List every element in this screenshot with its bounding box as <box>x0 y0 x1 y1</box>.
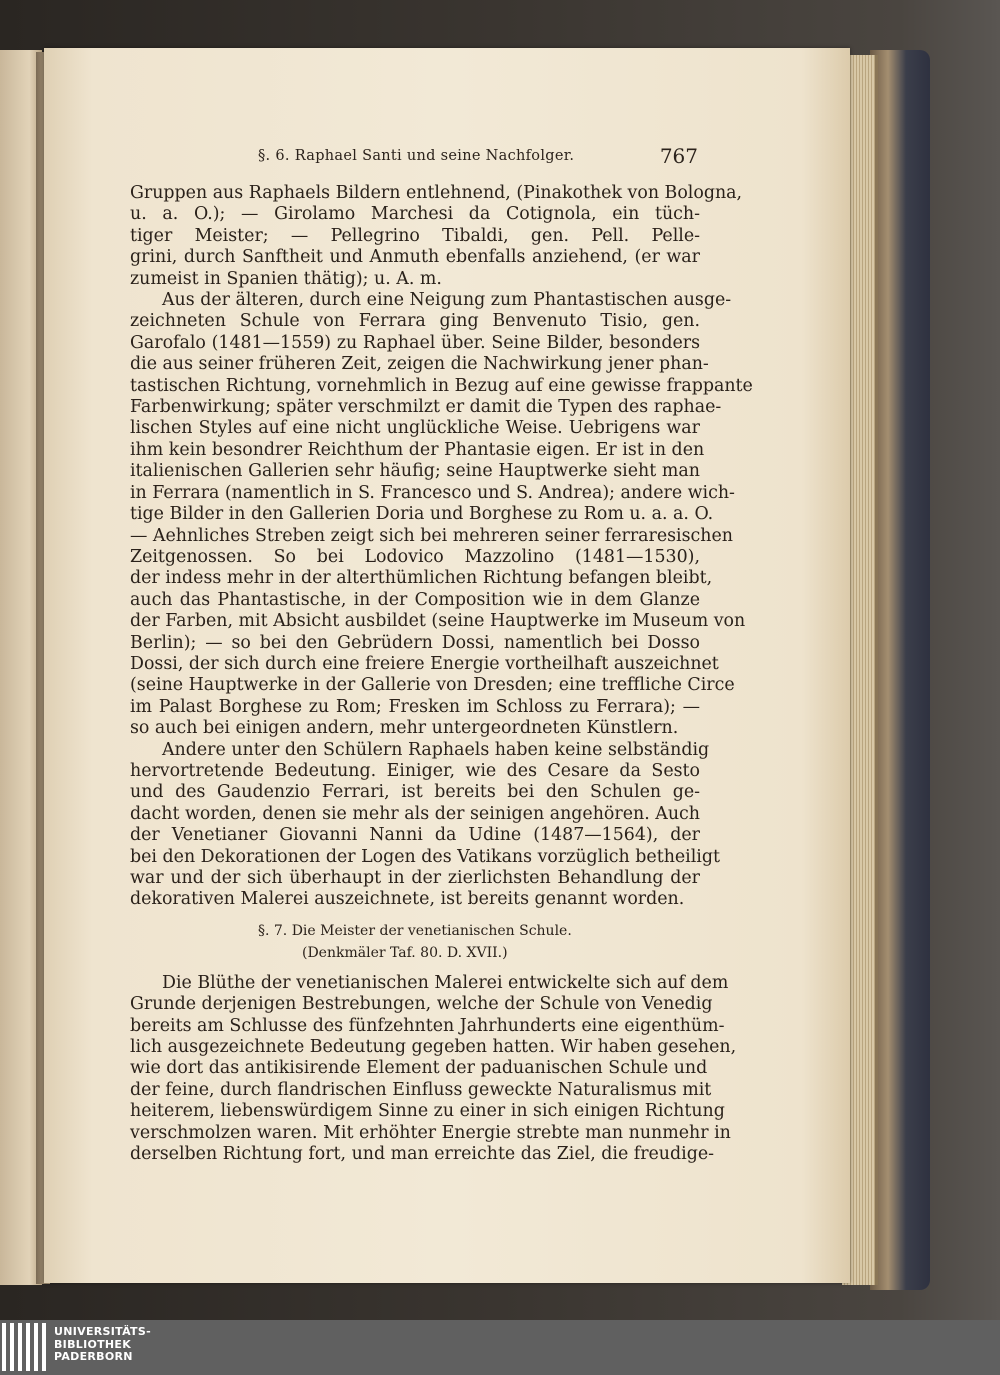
section-title: §. 7. Die Meister der venetianischen Schule. <box>258 922 572 939</box>
text-line: die aus seiner früheren Zeit, zeigen die Nachwirkung jener phan- <box>130 354 709 375</box>
text-line: auch das Phantastische, in der Composition wie in dem Glanze <box>130 589 700 610</box>
text-line: Die Blüthe der venetianischen Malerei entwickelte sich auf dem <box>162 972 729 993</box>
book-cover-edge <box>870 50 930 1290</box>
text-line: in Ferrara (namentlich in S. Francesco und S. Andrea); andere wich- <box>130 482 735 503</box>
text-line: (seine Hauptwerke in der Gallerie von Dresden; eine treffliche Circe <box>130 675 735 696</box>
text-line: so auch bei einigen andern, mehr untergeordneten Künstlern. <box>130 718 679 739</box>
text-line: Dossi, der sich durch eine freiere Energie vortheilhaft auszeichnet <box>130 653 719 674</box>
text-line: Farbenwirkung; später verschmilzt er damit die Typen des raphae- <box>130 397 722 418</box>
text-line: lischen Styles auf eine nicht unglückliche Weise. Uebrigens war <box>130 418 700 439</box>
text-line: dacht worden, denen sie mehr als der seinigen angehören. Auch <box>130 803 700 824</box>
running-header-title: §. 6. Raphael Santi und seine Nachfolger. <box>258 148 575 164</box>
paragraph-1 <box>130 183 743 290</box>
library-logo-icon <box>2 1323 50 1371</box>
text-line: italienischen Gallerien sehr häufig; seine Hauptwerke sieht man <box>130 461 700 482</box>
running-header <box>258 146 698 172</box>
text-line: Berlin); — so bei den Gebrüdern Dossi, namentlich bei Dosso <box>130 632 700 653</box>
paragraph-3 <box>130 739 720 911</box>
logo-line: UNIVERSITÄTS- <box>54 1325 151 1338</box>
paragraph-2 <box>130 290 753 740</box>
text-line: der indess mehr in der alterthümlichen Richtung befangen bleibt, <box>130 568 713 589</box>
text-line: zeichneten Schule von Ferrara ging Benvenuto Tisio, gen. <box>130 311 700 332</box>
paragraph-4 <box>130 972 737 1166</box>
text-line: u. a. O.); — Girolamo Marchesi da Cotignola, ein tüch- <box>130 204 700 225</box>
text-line: im Palast Borghese zu Rom; Fresken im Schloss zu Ferrara); — <box>130 696 700 717</box>
text-line: war und der sich überhaupt in der zierlichsten Behandlung der <box>130 868 700 888</box>
text-line: der Farben, mit Absicht ausbildet (seine Hauptwerke im Museum von <box>130 611 746 632</box>
section-subtitle: (Denkmäler Taf. 80. D. XVII.) <box>302 944 508 961</box>
text-line: lich ausgezeichnete Bedeutung gegeben hatten. Wir haben gesehen, <box>130 1037 737 1058</box>
text-line: der feine, durch flandrischen Einfluss geweckte Naturalismus mit <box>130 1079 712 1100</box>
text-line: Garofalo (1481—1559) zu Raphael über. Seine Bilder, besonders <box>130 332 700 353</box>
logo-line: BIBLIOTHEK <box>54 1337 132 1351</box>
library-footer-bar <box>0 1320 1000 1375</box>
text-line: Grunde derjenigen Bestrebungen, welche der Schule von Venedig <box>130 994 713 1015</box>
text-line: zumeist in Spanien thätig); u. A. m. <box>130 268 442 289</box>
text-line: Aus der älteren, durch eine Neigung zum Phantastischen ausge- <box>162 290 732 311</box>
logo-line: PADERBORN <box>54 1350 133 1363</box>
text-line: tastischen Richtung, vornehmlich in Bezug auf eine gewisse frappante <box>130 375 753 396</box>
text-line: und des Gaudenzio Ferrari, ist bereits bei den Schulen ge- <box>130 782 700 803</box>
text-line: derselben Richtung fort, und man erreichte das Ziel, die freudige- <box>130 1144 715 1165</box>
text-line: bei den Dekorationen der Logen des Vatikans vorzüglich betheiligt <box>130 846 720 867</box>
text-line: grini, durch Sanftheit und Anmuth ebenfalls anziehend, (er war <box>130 247 700 268</box>
page-number: 767 <box>659 144 698 168</box>
text-line: hervortretende Bedeutung. Einiger, wie des Cesare da Sesto <box>130 760 700 781</box>
text-line: Andere unter den Schülern Raphaels haben keine selbständig <box>162 739 710 760</box>
text-line: heiterem, liebenswürdigem Sinne zu einer in sich einigen Richtung <box>130 1101 725 1122</box>
section-heading <box>130 920 700 964</box>
text-line: tiger Meister; — Pellegrino Tibaldi, gen. Pell. Pelle- <box>130 225 700 246</box>
text-line: dekorativen Malerei auszeichnete, ist bereits genannt worden. <box>130 889 685 910</box>
text-line: wie dort das antikisirende Element der paduanischen Schule und <box>130 1058 708 1079</box>
text-line: Zeitgenossen. So bei Lodovico Mazzolino (1481—1530), <box>130 546 700 567</box>
text-line: bereits am Schlusse des fünfzehnten Jahrhunderts eine eigenthüm- <box>130 1015 725 1036</box>
text-line: der Venetianer Giovanni Nanni da Udine (1487—1564), der <box>130 825 700 846</box>
text-line: — Aehnliches Streben zeigt sich bei mehreren seiner ferraresischen <box>130 525 733 546</box>
text-line: tige Bilder in den Gallerien Doria und Borghese zu Rom u. a. a. O. <box>130 504 714 525</box>
library-logo-text <box>54 1326 151 1364</box>
text-line: verschmolzen waren. Mit erhöhter Energie strebte man nunmehr in <box>130 1122 731 1143</box>
text-line: Gruppen aus Raphaels Bildern entlehnend, (Pinakothek von Bologna, <box>130 183 743 203</box>
text-line: ihm kein besondrer Reichthum der Phantasie eigen. Er ist in den <box>130 439 705 460</box>
body-text <box>130 183 753 1165</box>
